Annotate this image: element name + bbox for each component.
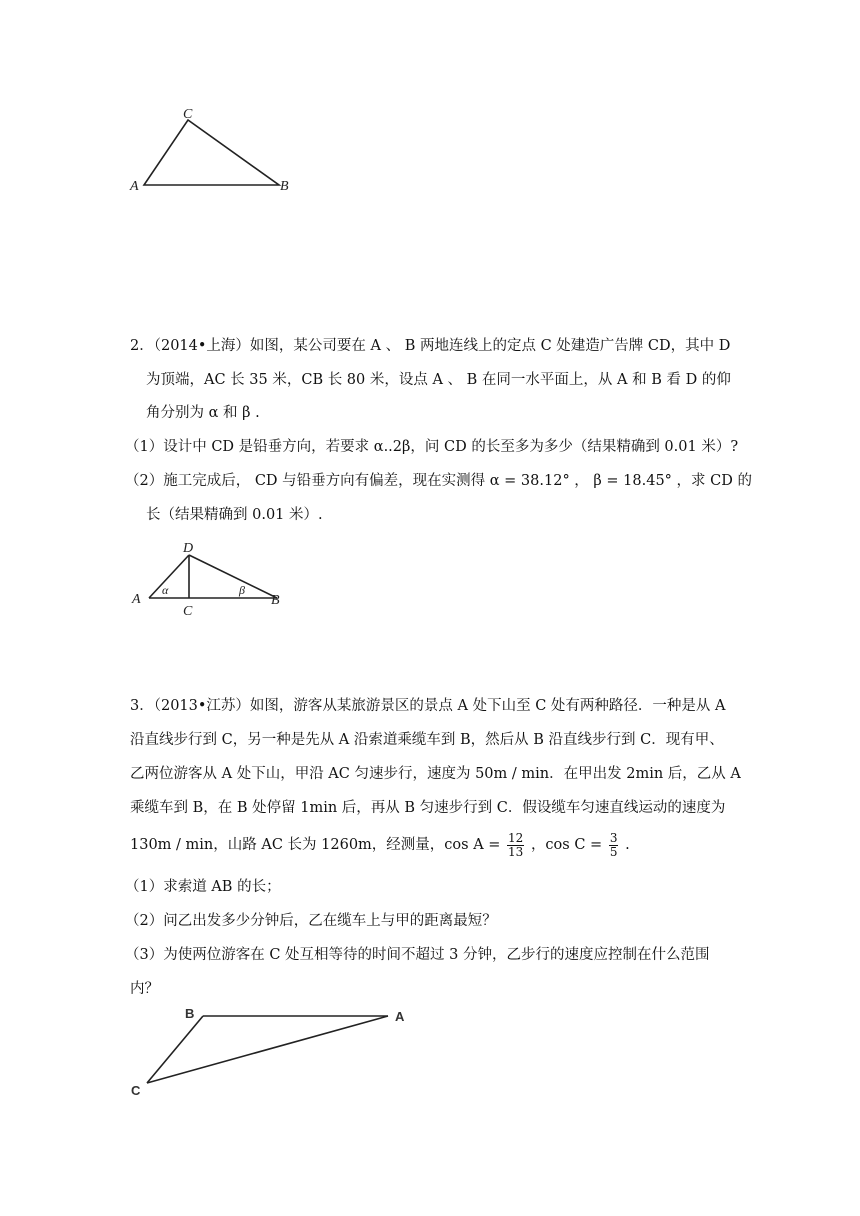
vertex-label-a: A <box>395 1009 405 1024</box>
cos-c-numerator: 3 <box>609 830 618 845</box>
q3-line-5-end: . <box>625 837 630 853</box>
q3-line-5-text: 130m / min，山路 AC 长为 1260m，经测量，cos A = <box>130 837 501 853</box>
cos-a-denominator: 13 <box>508 844 524 859</box>
q2-line-2: 为顶端，AC 长 35 米，CB 长 80 米，设点 A 、 B 在同一水平面上，从 A 和 B 看 D 的仰 <box>146 372 731 388</box>
q3-part-1: （1）求索道 AB 的长； <box>125 879 281 895</box>
q3-part-3-cont: 内？ <box>130 981 159 997</box>
cable-car-figure <box>125 1000 425 1100</box>
q3-part-2: （2）问乙出发多少分钟后，乙在缆车上与甲的距离最短？ <box>125 913 497 929</box>
angle-label-alpha: α <box>162 583 169 597</box>
cos-a-fraction <box>507 832 524 859</box>
q3-line-5 <box>130 828 630 862</box>
vertex-label-a: A <box>130 179 139 194</box>
vertex-label-b: B <box>185 1006 195 1021</box>
q3-line-4: 乘缆车到 B，在 B 处停留 1min 后，再从 B 匀速步行到 C．假设缆车匀速直线运动的速度为 <box>130 800 726 816</box>
q2-part-2: （2）施工完成后， CD 与铅垂方向有偏差，现在实测得 α = 38.12° ， β = 18.45° ，求 CD 的 <box>125 473 752 489</box>
vertex-label-a: A <box>132 592 141 607</box>
segment-bc <box>147 1016 203 1083</box>
vertex-label-c: C <box>183 604 193 619</box>
billboard-figure <box>125 535 300 645</box>
cos-c-denominator: 5 <box>609 844 618 859</box>
triangle-abc <box>144 120 279 185</box>
sightline-bd <box>189 555 277 598</box>
vertex-label-b: B <box>271 593 280 608</box>
q3-line-3: 乙两位游客从 A 处下山，甲沿 AC 匀速步行，速度为 50m / min．在甲出发 2min 后，乙从 A <box>130 766 741 782</box>
q3-line-2: 沿直线步行到 C，另一种是先从 A 沿索道乘缆车到 B，然后从 B 沿直线步行到 C．现有甲、 <box>130 732 724 748</box>
q2-line-1: 2．（2014•上海）如图，某公司要在 A 、 B 两地连线上的定点 C 处建造广告牌 CD，其中 D <box>130 338 731 354</box>
q3-line-5-cos-c: ，cos C = <box>530 837 603 853</box>
q2-line-3: 角分别为 α 和 β . <box>146 405 260 421</box>
segment-ca <box>147 1016 388 1083</box>
cos-a-numerator: 12 <box>508 830 524 845</box>
triangle-abc-figure <box>125 100 305 200</box>
vertex-label-c: C <box>131 1083 141 1098</box>
q3-part-3: （3）为使两位游客在 C 处互相等待的时间不超过 3 分钟，乙步行的速度应控制在什么范围 <box>125 947 710 963</box>
q2-part-2-cont: 长（结果精确到 0.01 米）. <box>146 507 323 523</box>
vertex-label-b: B <box>280 179 289 194</box>
vertex-label-c: C <box>183 107 193 122</box>
vertex-label-d: D <box>183 541 194 556</box>
sightline-ad <box>149 555 189 598</box>
cos-c-fraction <box>609 832 619 859</box>
q2-part-1: （1）设计中 CD 是铅垂方向，若要求 α..2β，问 CD 的长至多为多少（结果精确到 0.01 米）? <box>125 439 739 455</box>
angle-label-beta: β <box>239 583 245 597</box>
q3-line-1: 3．（2013•江苏）如图，游客从某旅游景区的景点 A 处下山至 C 处有两种路径．一种是从 A <box>130 698 726 714</box>
